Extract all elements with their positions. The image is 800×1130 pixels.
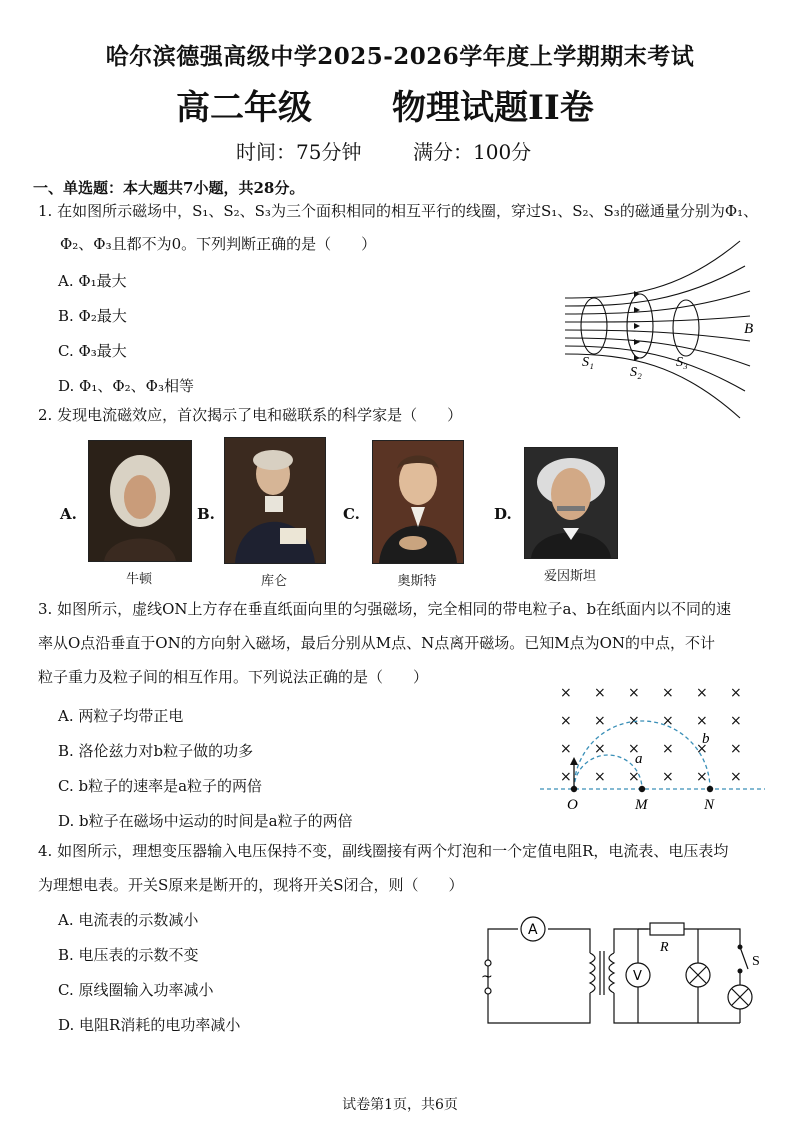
field-line xyxy=(565,316,750,322)
secondary-coil-icon xyxy=(609,953,614,993)
label-m: M xyxy=(635,797,648,813)
field-x-mark: × xyxy=(628,713,640,729)
terminal-icon xyxy=(485,960,491,966)
q1-option-d: D. Φ₁、Φ₂、Φ₃相等 xyxy=(58,377,194,395)
field-x-mark: × xyxy=(730,685,742,701)
point-n xyxy=(707,786,713,792)
q1-option-c: C. Φ₃最大 xyxy=(58,342,127,360)
page-footer: 试卷第1页，共6页 xyxy=(342,1097,458,1113)
coil-s1 xyxy=(581,298,607,354)
q4-circuit-figure xyxy=(478,913,768,1033)
primary-wire xyxy=(548,929,590,953)
q1-option-b: B. Φ₂最大 xyxy=(58,307,127,325)
field-x-mark: × xyxy=(594,741,606,757)
arrow-icon xyxy=(634,323,640,329)
field-x-mark: × xyxy=(594,713,606,729)
section-heading: 一、单选题：本大题共7小题，共28分。 xyxy=(33,179,305,197)
exam-time: 时间：75分钟 xyxy=(236,140,362,164)
label-o: O xyxy=(567,797,578,813)
field-x-mark: × xyxy=(594,769,606,785)
q3-stem-line1: 3. 如图所示，虚线ON上方存在垂直纸面向里的匀强磁场，完全相同的带电粒子a、b在纸面内以不同的速 xyxy=(38,600,732,618)
ammeter-label: A xyxy=(528,922,538,938)
person-icon xyxy=(373,441,463,563)
portrait-einstein xyxy=(524,447,618,559)
field-x-mark: × xyxy=(730,769,742,785)
q2-choice-d-letter: D. xyxy=(494,505,512,523)
q2-choice-b-letter: B. xyxy=(197,505,215,523)
q2-stem: 2. 发现电流磁效应，首次揭示了电和磁联系的科学家是（ ） xyxy=(38,406,463,424)
q4-stem-line1: 4. 如图所示，理想变压器输入电压保持不变，副线圈接有两个灯泡和一个定值电阻R，电流表、电压表均 xyxy=(38,842,729,860)
portrait-oersted xyxy=(372,440,464,564)
field-x-mark: × xyxy=(662,713,674,729)
field-into-page-marks xyxy=(560,685,742,785)
q2-caption-d: 爱因斯坦 xyxy=(543,569,596,584)
voltmeter-label: V xyxy=(633,969,642,984)
q3-option-c: C. b粒子的速率是a粒子的两倍 xyxy=(58,777,263,795)
field-x-mark: × xyxy=(730,713,742,729)
q1-stem-line2: Φ₂、Φ₃且都不为0。下列判断正确的是（ ） xyxy=(60,235,377,253)
field-x-mark: × xyxy=(696,769,708,785)
field-x-mark: × xyxy=(628,741,640,757)
q3-option-b: B. 洛伦兹力对b粒子做的功多 xyxy=(58,742,254,760)
q3-stem-line2: 率从O点沿垂直于ON的方向射入磁场，最后分别从M点、N点离开磁场。已知M点为ON的中点，不计 xyxy=(38,634,715,652)
ac-source-label: ~ xyxy=(481,969,493,985)
person-icon xyxy=(89,441,191,561)
terminal-icon xyxy=(485,988,491,994)
switch-contact xyxy=(738,969,743,974)
q2-caption-c: 奥斯特 xyxy=(397,574,437,589)
switch-contact xyxy=(738,945,743,950)
q3-option-a: A. 两粒子均带正电 xyxy=(58,707,184,725)
label-n: N xyxy=(704,797,715,813)
q2-caption-a: 牛顿 xyxy=(125,572,152,587)
field-line xyxy=(565,330,750,341)
resistor-label: R xyxy=(660,940,669,955)
label-b: b xyxy=(702,731,710,747)
q1-option-a: A. Φ₁最大 xyxy=(58,272,127,290)
wire xyxy=(684,929,740,947)
field-x-mark: × xyxy=(628,685,640,701)
primary-coil-icon xyxy=(590,953,595,993)
portrait-newton xyxy=(88,440,192,562)
point-o xyxy=(571,786,577,792)
field-x-mark: × xyxy=(696,685,708,701)
q4-option-c: C. 原线圈输入功率减小 xyxy=(58,981,214,999)
person-icon xyxy=(525,448,617,558)
arrow-up-icon xyxy=(570,757,578,765)
field-x-mark: × xyxy=(628,769,640,785)
exam-score: 满分：100分 xyxy=(413,140,532,164)
field-x-mark: × xyxy=(696,713,708,729)
field-line xyxy=(565,291,750,314)
field-label-b: B xyxy=(744,321,754,337)
q3-magnetic-field-figure xyxy=(540,683,765,818)
switch-label: S xyxy=(752,954,760,969)
q3-option-d: D. b粒子在磁场中运动的时间是a粒子的两倍 xyxy=(58,812,353,830)
portrait-coulomb xyxy=(224,437,326,564)
q2-choice-a-letter: A. xyxy=(60,505,77,523)
q4-stem-line2: 为理想电表。开关S原来是断开的，现将开关S闭合，则（ ） xyxy=(38,876,464,894)
switch-icon xyxy=(740,947,748,969)
field-x-mark: × xyxy=(696,741,708,757)
q2-caption-b: 库仑 xyxy=(260,574,287,589)
subject-title: 物理试题II卷 xyxy=(392,88,594,128)
field-x-mark: × xyxy=(730,741,742,757)
coil-label-s3: S₃ xyxy=(676,355,688,370)
resistor-icon xyxy=(650,923,684,935)
arrow-icon xyxy=(634,355,640,361)
field-x-mark: × xyxy=(662,769,674,785)
label-a: a xyxy=(635,751,643,767)
q2-choice-c-letter: C. xyxy=(343,505,360,523)
grade-title: 高二年级 xyxy=(176,88,312,128)
coil-label-s1: S₁ xyxy=(582,355,594,370)
field-x-mark: × xyxy=(560,741,572,757)
field-x-mark: × xyxy=(560,769,572,785)
arrow-icon xyxy=(634,339,640,345)
field-x-mark: × xyxy=(662,741,674,757)
field-x-mark: × xyxy=(560,685,572,701)
q4-option-d: D. 电阻R消耗的电功率减小 xyxy=(58,1016,241,1034)
person-icon xyxy=(225,438,325,563)
q1-stem-line1: 1. 在如图所示磁场中，S₁、S₂、S₃为三个面积相同的相互平行的线圈，穿过S₁、S₂、S₃的磁通量分别为Φ₁、 xyxy=(38,202,759,220)
field-x-mark: × xyxy=(662,685,674,701)
field-x-mark: × xyxy=(560,713,572,729)
q3-stem-line3: 粒子重力及粒子间的相互作用。下列说法正确的是（ ） xyxy=(38,668,429,686)
field-x-mark: × xyxy=(594,685,606,701)
field-line xyxy=(565,241,740,298)
point-m xyxy=(639,786,645,792)
q1-magnetic-field-figure xyxy=(560,236,770,426)
primary-wire xyxy=(488,929,590,1023)
q4-option-a: A. 电流表的示数减小 xyxy=(58,911,199,929)
q4-option-b: B. 电压表的示数不变 xyxy=(58,946,199,964)
coil-label-s2: S₂ xyxy=(630,365,642,380)
exam-school-title: 哈尔滨德强高级中学2025-2026学年度上学期期末考试 xyxy=(105,43,695,70)
secondary-wire xyxy=(614,929,648,953)
secondary-wire xyxy=(614,993,740,1023)
